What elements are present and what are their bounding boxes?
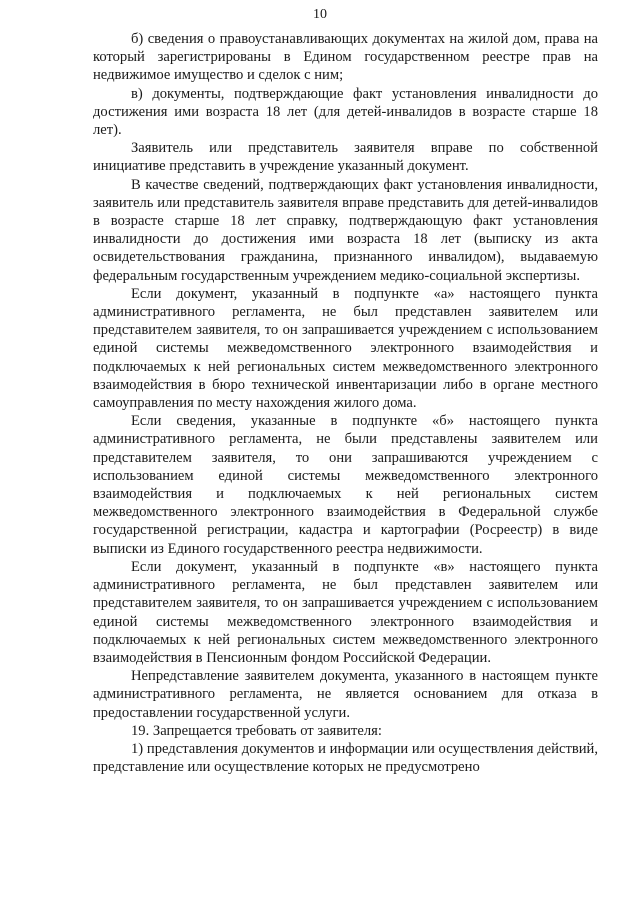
page-number: 10	[313, 7, 327, 22]
paragraph-disability-info: В качестве сведений, подтверждающих факт установления инвалидности, заявитель или представитель заявителя вправе представить для детей-инвалидов в возрасте старше 18 лет справку, подтверждающую факт установления инвалидности до достижения ими возраста 18 лет (выписку из акта освидетельствования гражданина, признанного инвалидом), выдаваемую федеральным государственным учреждением медико-социальной экспертизы.	[93, 176, 598, 284]
paragraph-non-submission: Непредставление заявителем документа, указанного в настоящем пункте административного регламента, не является основанием для отказа в предоставлении государственной услуги.	[93, 668, 598, 721]
paragraph-request-b: Если сведения, указанные в подпункте «б» настоящего пункта административного регламента, не были представлены заявителем или представителем заявителя, то они запрашиваются учреждением с использованием единой системы межведомственного электронного взаимодействия и подключаемых к ней региональных систем межведомственного электронного взаимодействия в Федеральной службе государственной регистрации, кадастра и картографии (Росреестр) в виде выписки из Единого государственного реестра недвижимости.	[93, 413, 598, 557]
paragraph-section-19-heading: 19. Запрещается требовать от заявителя:	[131, 722, 382, 739]
document-body	[93, 30, 598, 776]
paragraph-request-a: Если документ, указанный в подпункте «а» настоящего пункта административного регламента, не был представлен заявителем или представителем заявителя, то он запрашивается учреждением с использованием единой системы межведомственного электронного взаимодействия и подключаемых к ней региональных систем межведомственного электронного взаимодействия в бюро технической инвентаризации либо в органе местного самоуправления по месту нахождения жилого дома.	[93, 285, 598, 412]
paragraph-request-v: Если документ, указанный в подпункте «в» настоящего пункта административного регламента, не был представлен заявителем или представителем заявителя, то он запрашивается учреждением с использованием единой системы межведомственного электронного взаимодействия и подключаемых к ней региональных систем межведомственного электронного взаимодействия в Пенсионным фондом Российской Федерации.	[93, 558, 598, 666]
paragraph-section-19-item-1: 1) представления документов и информации или осуществления действий, представление или осуществление которых не предусмотрено	[93, 740, 598, 776]
paragraph-own-initiative: Заявитель или представитель заявителя вправе по собственной инициативе представить в учреждение указанный документ.	[93, 140, 598, 175]
paragraph-item-v: в) документы, подтверждающие факт установления инвалидности до достижения ими возраста 18 лет (для детей-инвалидов в возрасте старше 18 лет).	[93, 85, 598, 139]
paragraph-item-b: б) сведения о правоустанавливающих документах на жилой дом, права на который зарегистрированы в Едином государственном реестре прав на недвижимое имущество и сделок с ним;	[93, 31, 598, 84]
